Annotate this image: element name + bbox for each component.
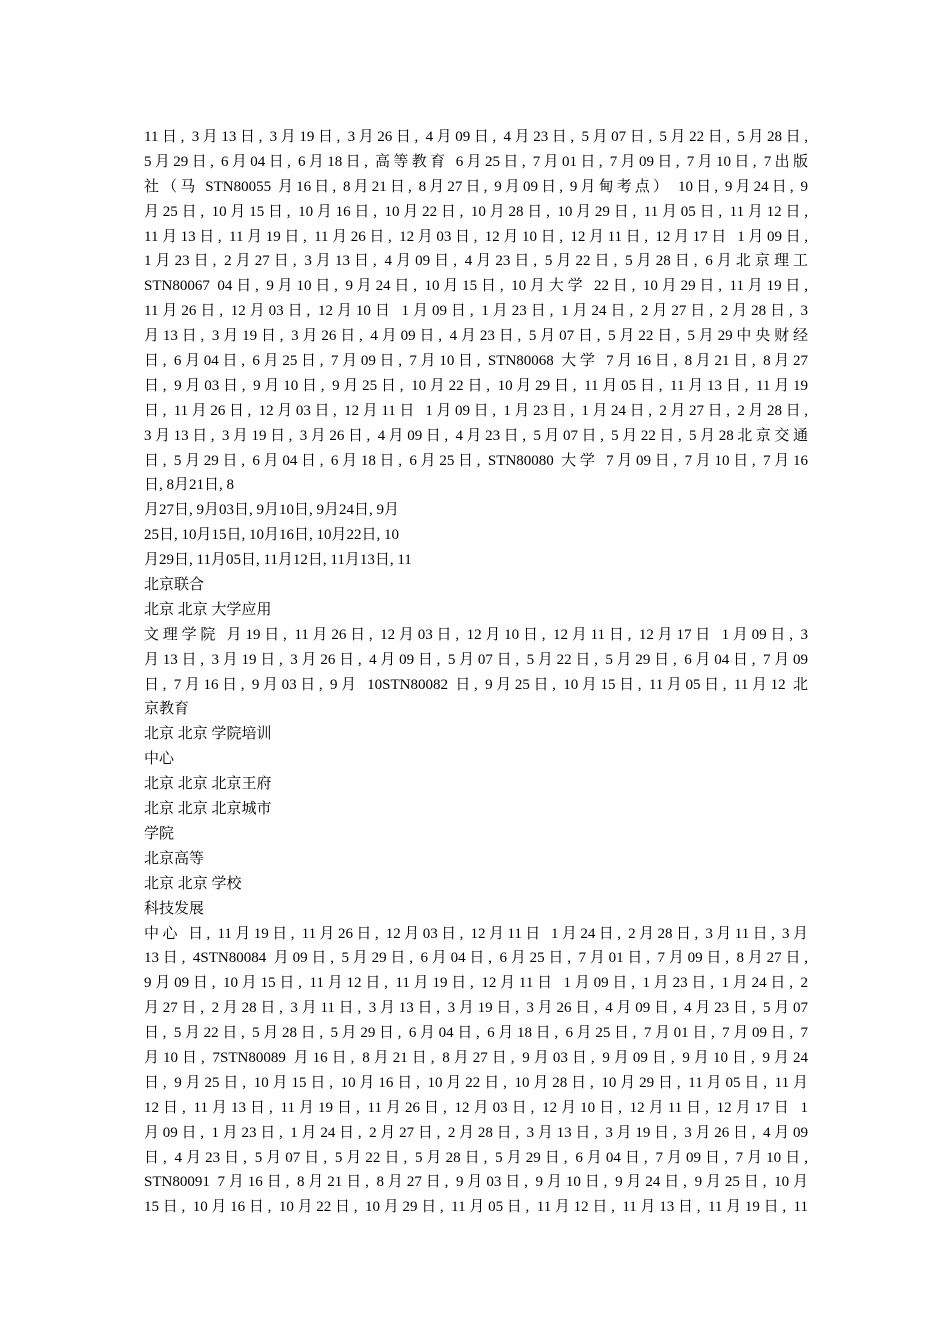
text-line: 12日, 11月13日, 11月19日, 11月26日, 12月03日, 12月10日, 12月11日, 12月17日 1 xyxy=(144,1099,808,1116)
text-line: 月13日, 3月19日, 3月26日, 4月09日, 5月07日, 5月22日, 5月29日, 6月04日, 7月09 xyxy=(144,651,808,668)
text-line: 月27日, 2月28日, 3月11日, 3月13日, 3月19日, 3月26日, 4月09日, 4月23日, 5月07 xyxy=(144,1000,808,1017)
text-line: 京教育 xyxy=(144,701,190,718)
text-line: 文理学院 月19日, 11月26日, 12月03日, 12月10日, 12月11日, 12月17日 1月09日, 3 xyxy=(144,626,808,643)
text-line: 25日, 10月15日, 10月16日, 10月22日, 10 xyxy=(144,527,400,544)
text-line: STN80091 7月16日, 8月21日, 8月27日, 9月03日, 9月10日, 9月24日, 9月25日, 10月 xyxy=(144,1174,808,1191)
text-line: 北京高等 xyxy=(144,850,205,867)
text-line: 北京联合 xyxy=(144,577,205,594)
text-line: 中心 xyxy=(144,751,175,768)
text-line: 北京 北京 学院培训 xyxy=(144,726,272,743)
text-line: 日, 9月03日, 9月10日, 9月25日, 10月22日, 10月29日, 11月05日, 11月13日, 11月19 xyxy=(144,377,808,394)
text-line: 月10日, 7STN80089 月16日, 8月21日, 8月27日, 9月03日, 9月09日, 9月10日, 9月24 xyxy=(144,1049,808,1066)
text-line: 9月09日, 10月15日, 11月12日, 11月19日, 12月11日 1月09日, 1月23日, 1月24日, 2 xyxy=(144,975,808,992)
text-line: 11月26日, 12月03日, 12月10日 1月09日, 1月23日, 1月24日, 2月27日, 2月28日, 3 xyxy=(144,303,808,320)
text-line: 3月13日, 3月19日, 3月26日, 4月09日, 4月23日, 5月07日, 5月22日, 5月28北京交通 xyxy=(144,427,808,444)
text-line: 15日, 10月16日, 10月22日, 10月29日, 11月05日, 11月12日, 11月13日, 11月19日, 11 xyxy=(144,1199,808,1216)
text-line: 北京 北京 北京王府 xyxy=(144,776,272,793)
text-line: 日, 5月29日, 6月04日, 6月18日, 6月25日, STN80080 大学 7月09日, 7月10日, 7月16 xyxy=(144,452,808,469)
text-line: 11日, 3月13日, 3月19日, 3月26日, 4月09日, 4月23日, 5月07日, 5月22日, 5月28日, xyxy=(144,129,808,145)
text-line: 5月29日, 6月04日, 6月18日, 高等教育 6月25日, 7月01日, 7月09日, 7月10日, 7出版 xyxy=(144,153,808,170)
text-line: 日, 4月23日, 5月07日, 5月22日, 5月28日, 5月29日, 6月04日, 7月09日, 7月10日, xyxy=(144,1149,808,1166)
text-line: 月09日, 1月23日, 1月24日, 2月27日, 2月28日, 3月13日, 3月19日, 3月26日, 4月09 xyxy=(144,1124,808,1141)
text-line: 学院 xyxy=(144,825,175,842)
text-line: 科技发展 xyxy=(144,900,205,917)
text-line: 日, 5月22日, 5月28日, 5月29日, 6月04日, 6月18日, 6月25日, 7月01日, 7月09日, 7 xyxy=(144,1025,808,1042)
text-line: 1月23日, 2月27日, 3月13日, 4月09日, 4月23日, 5月22日, 5月28日, 6月北京理工 xyxy=(144,253,808,270)
text-line: 11月13日, 11月19日, 11月26日, 12月03日, 12月10日, 12月11日, 12月17日 1月09日, xyxy=(144,228,808,245)
text-line: 月29日, 11月05日, 11月12日, 11月13日, 11 xyxy=(144,552,412,569)
text-line: 社（马 STN80055 月16日, 8月21日, 8月27日, 9月09日, 9月甸考点） 10日, 9月24日, 9 xyxy=(144,178,808,195)
text-line: 月25日, 10月15日, 10月16日, 10月22日, 10月28日, 10月29日, 11月05日, 11月12日, xyxy=(144,203,808,220)
text-line: 北京 北京 学校 xyxy=(144,875,242,892)
text-line: 日, 6月04日, 6月25日, 7月09日, 7月10日, STN80068 大学 7月16日, 8月21日, 8月27 xyxy=(144,353,808,370)
text-line: 北京 北京 北京城市 xyxy=(144,801,272,818)
text-line: 月13日, 3月19日, 3月26日, 4月09日, 4月23日, 5月07日, 5月22日, 5月29中央财经 xyxy=(144,328,808,345)
document-body xyxy=(144,125,808,1220)
text-line: 日, 8月21日, 8 xyxy=(144,477,235,494)
text-line: 中心 日, 11月19日, 11月26日, 12月03日, 12月11日 1月24日, 2月28日, 3月11日, 3月 xyxy=(144,925,808,942)
text-line: STN80067 04日, 9月10日, 9月24日, 10月15日, 10月大学 22日, 10月29日, 11月19日, xyxy=(144,278,808,295)
text-line: 北京 北京 大学应用 xyxy=(144,601,272,618)
text-line: 月27日, 9月03日, 9月10日, 9月24日, 9月 xyxy=(144,502,400,519)
text-line: 日, 11月26日, 12月03日, 12月11日 1月09日, 1月23日, 1月24日, 2月27日, 2月28日, xyxy=(144,402,808,419)
text-line: 日, 7月16日, 9月03日, 9月 10STN80082 日, 9月25日, 10月15日, 11月05日, 11月12 北 xyxy=(144,676,808,693)
text-line: 日, 9月25日, 10月15日, 10月16日, 10月22日, 10月28日, 10月29日, 11月05日, 11月 xyxy=(144,1074,808,1091)
text-line: 13日, 4STN80084 月09日, 5月29日, 6月04日, 6月25日, 7月01日, 7月09日, 8月27日, xyxy=(144,950,808,967)
